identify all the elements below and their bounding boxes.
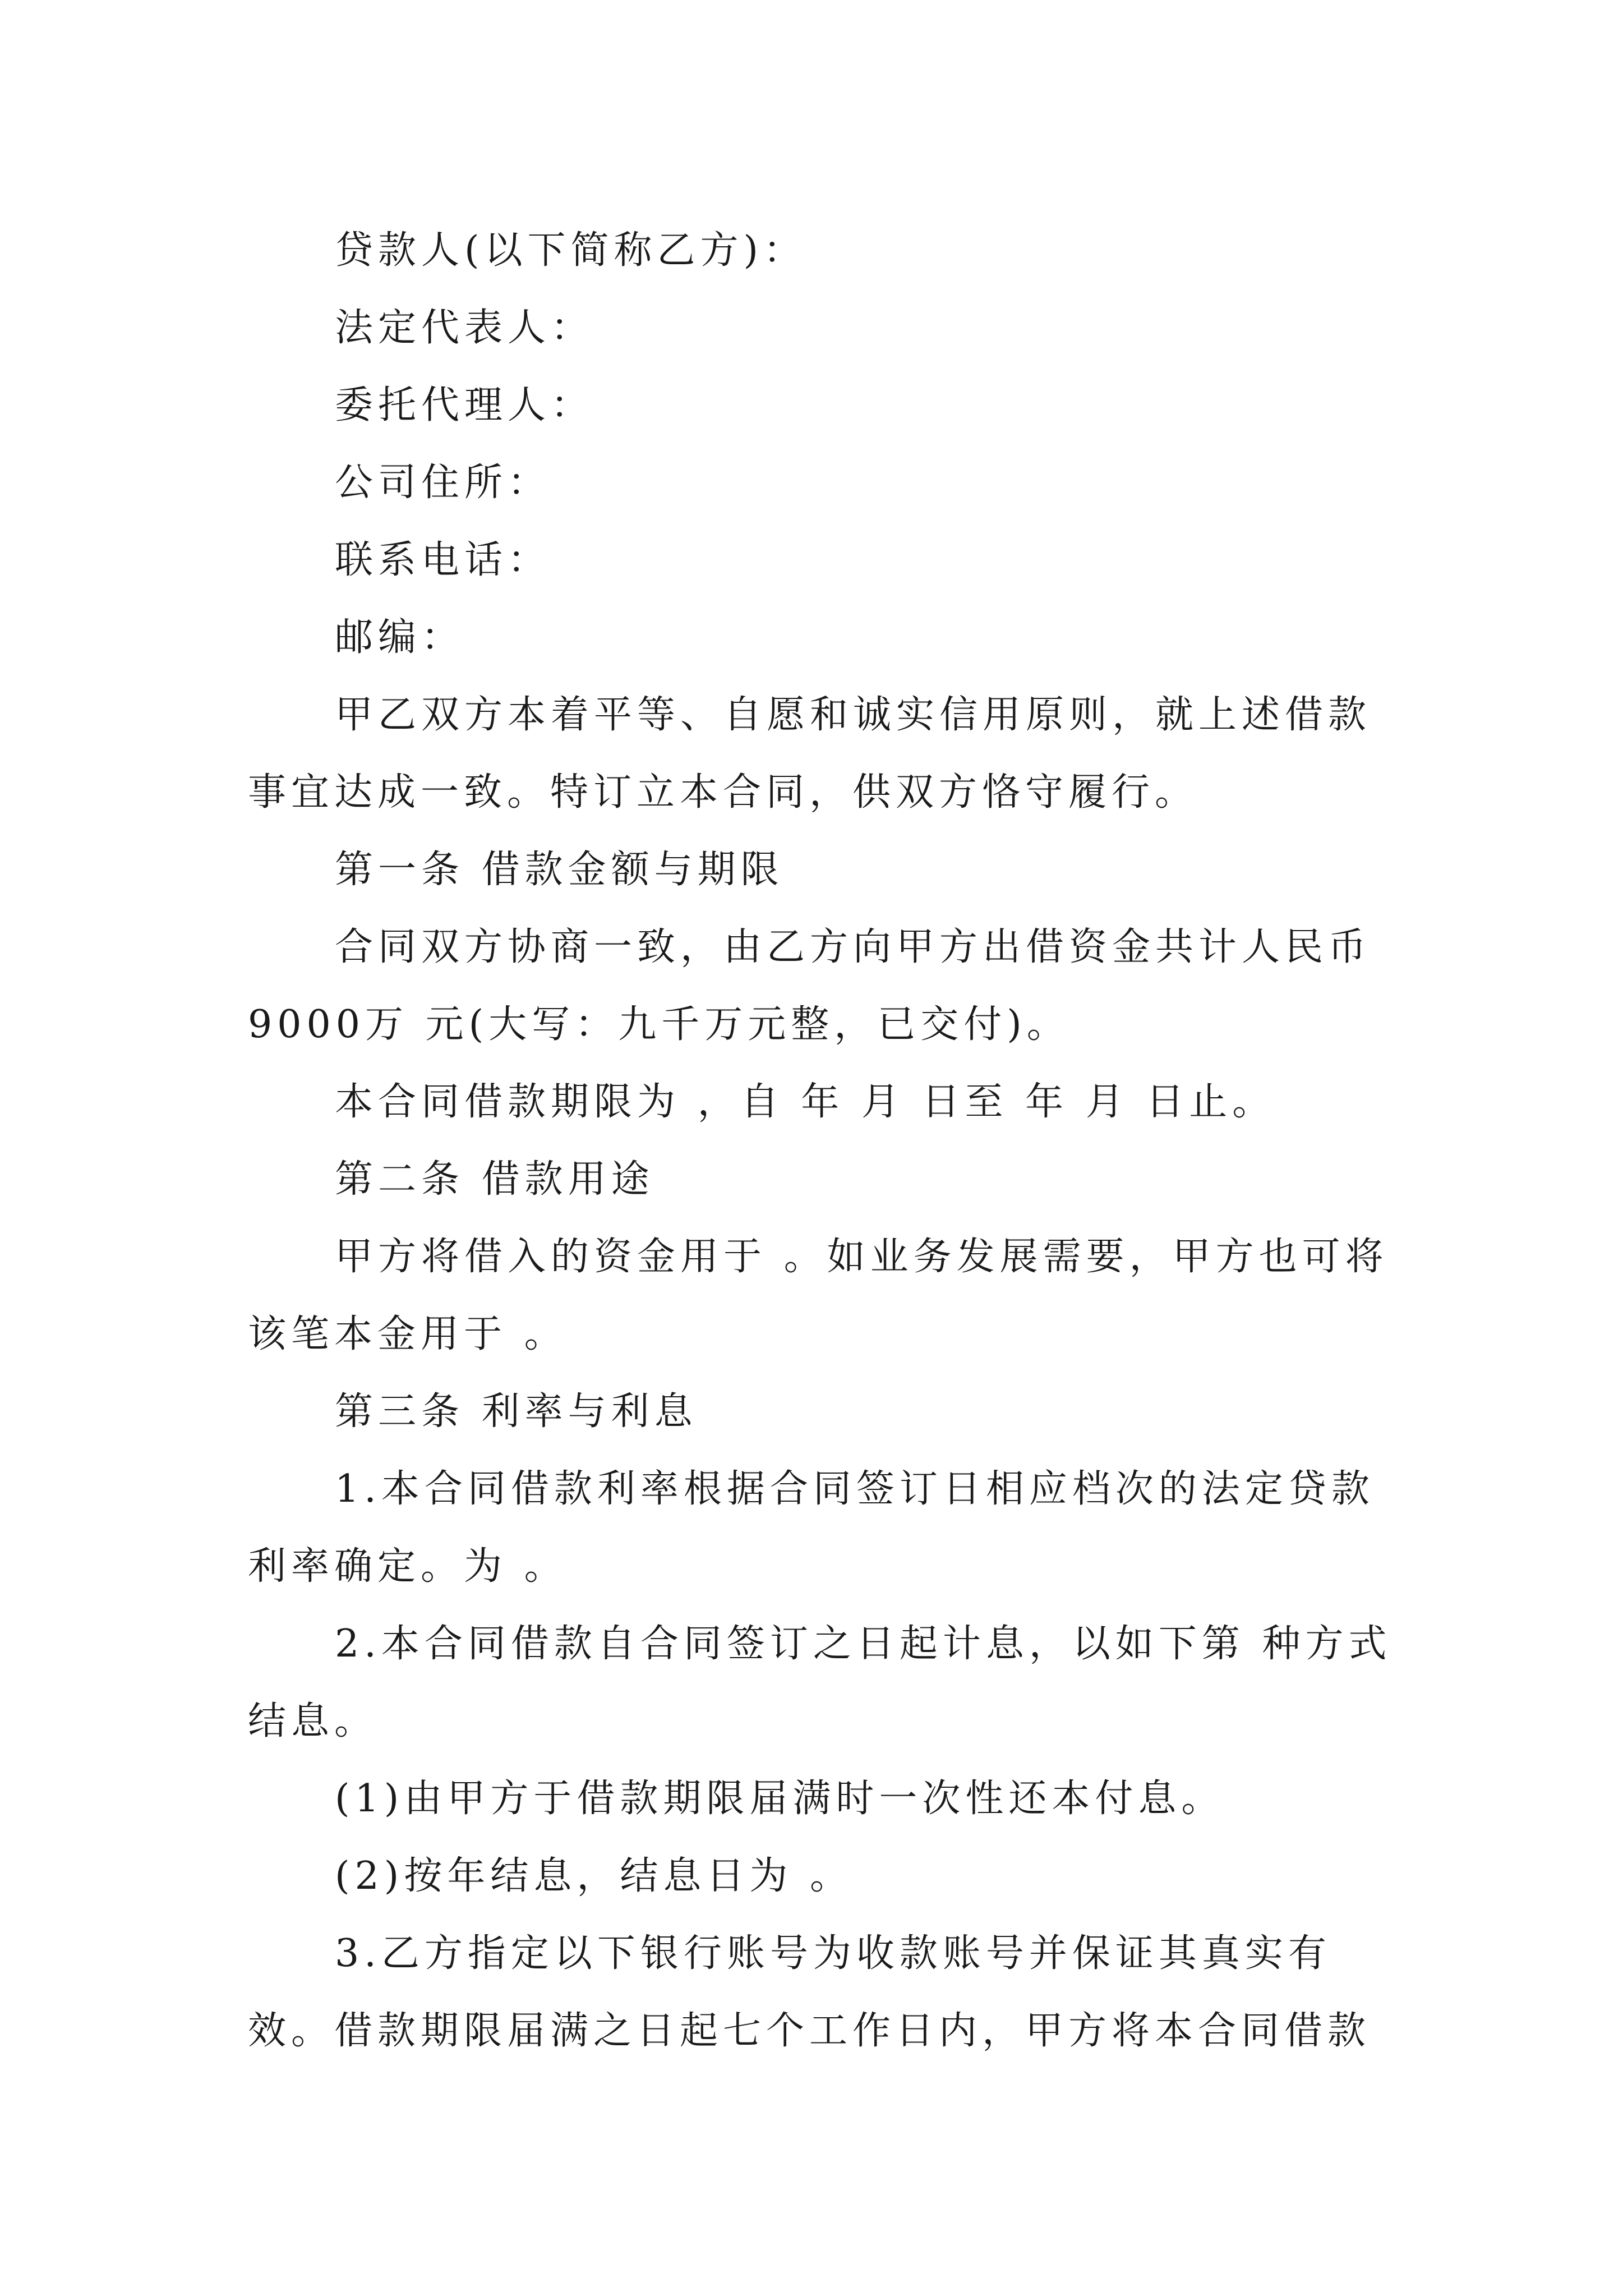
bank-account-clause: 3.乙方指定以下银行账号为收款账号并保证其真实有效。借款期限届满之日起七个工作日内，甲方将本合同借款 [248, 1931, 1371, 2053]
authorized-agent-line: 委托代理人： [335, 383, 594, 427]
article-2-heading: 第二条 借款用途 [335, 1157, 654, 1202]
article-1-heading: 第一条 借款金额与期限 [335, 848, 784, 892]
lender-line: 贷款人(以下简称乙方)： [335, 228, 807, 273]
settlement-option-2: (2)按年结息，结息日为 。 [335, 1854, 853, 1898]
preamble-paragraph: 甲乙双方本着平等、自愿和诚实信用原则，就上述借款事宜达成一致。特订立本合同，供双方恪守履行。 [248, 693, 1372, 815]
document-body [248, 212, 1392, 2070]
company-address-line: 公司住所： [335, 461, 551, 505]
article-3-heading: 第三条 利率与利息 [335, 1389, 698, 1434]
loan-amount-paragraph: 合同双方协商一致，由乙方向甲方出借资金共计人民币 9000万 元(大写：九千万元整，已交付)。 [248, 925, 1389, 1047]
loan-term-paragraph: 本合同借款期限为 ，自 年 月 日至 年 月 日止。 [335, 1080, 1276, 1124]
phone-line: 联系电话： [335, 538, 551, 582]
interest-calculation-clause: 2.本合同借款自合同签订之日起计息，以如下第 种方式结息。 [248, 1622, 1392, 1743]
postcode-line: 邮编： [335, 615, 465, 660]
interest-rate-clause: 1.本合同借款利率根据合同签订日相应档次的法定贷款利率确定。为 。 [248, 1467, 1375, 1589]
settlement-option-1: (1)由甲方于借款期限届满时一次性还本付息。 [335, 1777, 1225, 1821]
legal-representative-line: 法定代表人： [335, 306, 594, 350]
loan-purpose-paragraph: 甲方将借入的资金用于 。如业务发展需要，甲方也可将该笔本金用于 。 [248, 1235, 1389, 1356]
